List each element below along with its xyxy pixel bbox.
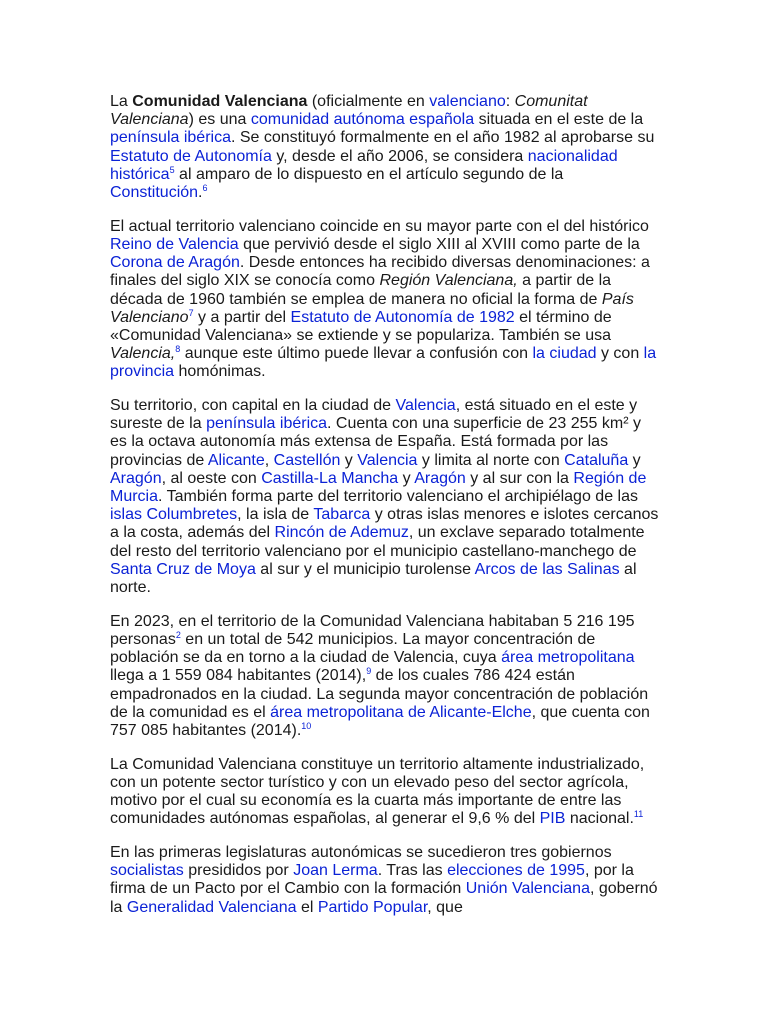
- paragraph: [110, 844, 662, 917]
- wiki-link[interactable]: Alicante: [207, 451, 265, 469]
- italic-text: Comunitat Valenciana: [110, 93, 588, 129]
- footnote-ref[interactable]: 10: [301, 721, 312, 731]
- footnote-ref[interactable]: 2: [175, 629, 181, 640]
- text-run: ) es una: [188, 111, 251, 129]
- wiki-link[interactable]: península ibérica: [110, 129, 231, 147]
- wiki-link[interactable]: comunidad autónoma española: [250, 111, 475, 129]
- wiki-link[interactable]: PIB: [539, 810, 566, 828]
- wiki-link[interactable]: Santa Cruz de Moya: [110, 560, 256, 578]
- text-run: , por la firma de un Pacto por el Cambio con la formación: [110, 862, 634, 898]
- text-run: y con: [596, 345, 644, 363]
- text-run: situada en el este de la: [474, 111, 644, 129]
- wiki-link[interactable]: Joan Lerma: [293, 862, 378, 880]
- wiki-link[interactable]: Generalidad Valenciana: [126, 898, 297, 916]
- wiki-link[interactable]: Valencia: [395, 397, 456, 415]
- text-run: . Se constituyó formalmente en el año 1982 al aprobarse su: [230, 129, 655, 147]
- italic-text: Región Valenciana,: [379, 272, 518, 290]
- text-run: , que cuenta con 757 085 habitantes (2014).: [110, 703, 650, 739]
- text-run: nacional.: [565, 810, 634, 828]
- text-run: y limita al norte con: [417, 451, 565, 469]
- wiki-link[interactable]: Partido Popular: [317, 898, 428, 916]
- wiki-link[interactable]: elecciones de 1995: [447, 862, 585, 880]
- footnote-ref[interactable]: 9: [366, 666, 372, 677]
- footnote-ref[interactable]: 5: [169, 164, 175, 175]
- wiki-link[interactable]: Valencia: [357, 451, 418, 469]
- text-run: llega a 1 559 084 habitantes (2014),: [110, 667, 367, 685]
- wiki-link[interactable]: Castilla-La Mancha: [261, 469, 399, 487]
- text-run: y: [340, 451, 358, 469]
- text-run: al sur y el municipio turolense: [255, 560, 475, 578]
- text-run: y a partir del: [193, 308, 291, 326]
- wiki-link[interactable]: Estatuto de Autonomía: [110, 147, 272, 165]
- wiki-link[interactable]: Cataluña: [564, 451, 629, 469]
- wiki-link[interactable]: Corona de Aragón: [110, 254, 240, 272]
- wiki-link[interactable]: área metropolitana: [501, 649, 635, 667]
- text-run: Su territorio, con capital en la ciudad de: [110, 397, 396, 415]
- text-run: (oficialmente en: [307, 93, 430, 110]
- wiki-link[interactable]: valenciano: [429, 93, 506, 110]
- text-run: y otras islas menores e islotes cercanos a la costa, además del: [110, 506, 659, 542]
- text-run: homónimas.: [174, 363, 266, 381]
- wiki-link[interactable]: la ciudad: [532, 345, 597, 363]
- text-run: , al oeste con: [161, 469, 262, 487]
- footnote-ref[interactable]: 6: [202, 183, 208, 194]
- text-run: y, desde el año 2006, se considera: [271, 147, 528, 165]
- paragraph: [110, 756, 662, 829]
- text-run: , está situado en el este y sureste de la: [110, 397, 638, 433]
- italic-text: País Valenciano: [110, 290, 634, 326]
- wiki-link[interactable]: Reino de Valencia: [110, 235, 239, 253]
- text-run: presididos por: [183, 862, 294, 880]
- footnote-ref[interactable]: 7: [188, 307, 194, 318]
- wiki-link[interactable]: la provincia: [110, 345, 657, 381]
- text-run: de los cuales 786 424 están empadronados en la ciudad. La segunda mayor concentración de población de la comunidad es el: [110, 667, 649, 721]
- text-run: a partir de la década de 1960 también se emplea de manera no oficial la forma de: [110, 272, 612, 308]
- text-run: , gobernó la: [110, 880, 658, 916]
- footnote-ref[interactable]: 8: [175, 344, 181, 355]
- text-run: y: [628, 451, 641, 469]
- paragraph: [110, 218, 662, 382]
- text-run: .: [198, 184, 203, 202]
- text-run: y al sur con la: [465, 469, 574, 487]
- text-run: en un total de 542 municipios. La mayor concentración de población se da en torno a la ciudad de Valencia, cuya: [110, 630, 596, 667]
- wiki-link[interactable]: Arcos de las Salinas: [474, 560, 620, 578]
- wiki-link[interactable]: Rincón de Ademuz: [274, 524, 409, 542]
- text-run: . Cuenta con una superficie de 23 255 km² y es la octava autonomía más extensa de España. Está formada por las provincias de: [110, 415, 641, 469]
- text-run: , que: [427, 898, 463, 916]
- text-run: . Tras las: [377, 862, 448, 880]
- text-run: El actual territorio valenciano coincide en su mayor parte con el del histórico: [110, 217, 649, 235]
- text-run: ,: [264, 451, 274, 469]
- wiki-link[interactable]: Tabarca: [313, 506, 371, 524]
- text-run: aunque este último puede llevar a confusión con: [180, 345, 533, 363]
- wiki-link[interactable]: Castellón: [273, 451, 341, 469]
- paragraph: [110, 397, 662, 597]
- text-run: . Desde entonces ha recibido diversas denominaciones: a finales del siglo XIX se conocía como: [110, 254, 650, 290]
- text-run: La: [110, 93, 133, 110]
- wiki-link[interactable]: Constitución: [110, 184, 199, 202]
- text-run: al amparo de lo dispuesto en el artículo segundo de la: [174, 165, 564, 183]
- text-run: el: [296, 898, 318, 916]
- text-run: :: [505, 93, 515, 110]
- wiki-link[interactable]: Aragón: [414, 469, 466, 487]
- text-run: En 2023, en el territorio de la Comunidad Valenciana habitaban 5 216 195 personas: [110, 612, 635, 648]
- paragraph: [110, 613, 662, 740]
- text-run: al norte.: [110, 560, 637, 597]
- text-run: . También forma parte del territorio valenciano el archipiélago de las: [158, 488, 638, 506]
- wiki-link[interactable]: socialistas: [110, 862, 184, 880]
- text-run: , la isla de: [237, 506, 314, 524]
- text-run: La Comunidad Valenciana constituye un territorio altamente industrializado, con un potente sector turístico y con un elevado peso del sector agrícola, motivo por el cual su economía es la cuarta más importante de entre las comunidades autónomas españolas, al generar el 9,6 % del: [110, 755, 645, 828]
- text-run: En las primeras legislaturas autonómicas se sucedieron tres gobiernos: [110, 844, 612, 862]
- wiki-link[interactable]: Región de Murcia: [110, 469, 647, 506]
- wiki-link[interactable]: Estatuto de Autonomía de 1982: [290, 308, 515, 326]
- text-run: que pervivió desde el siglo XIII al XVIII como parte de la: [238, 235, 640, 253]
- text-run: , un exclave separado totalmente del resto del territorio valenciano por el municipio castellano-manchego de: [110, 524, 645, 560]
- text-run: y: [398, 469, 415, 487]
- wiki-link[interactable]: Unión Valenciana: [465, 880, 590, 898]
- wiki-link[interactable]: Aragón: [110, 469, 162, 487]
- paragraph: [110, 93, 662, 202]
- article-body: [110, 93, 662, 932]
- text-run: el término de «Comunidad Valenciana» se extiende y se populariza. También se usa: [110, 308, 612, 344]
- footnote-ref[interactable]: 11: [633, 809, 644, 820]
- italic-text: Valencia,: [110, 345, 176, 363]
- bold-text: Comunidad Valenciana: [132, 93, 308, 110]
- wiki-link[interactable]: área metropolitana de Alicante-Elche: [270, 703, 532, 721]
- wiki-link[interactable]: península ibérica: [206, 415, 328, 433]
- wiki-link[interactable]: nacionalidad histórica: [110, 147, 618, 183]
- wiki-link[interactable]: islas Columbretes: [110, 506, 238, 524]
